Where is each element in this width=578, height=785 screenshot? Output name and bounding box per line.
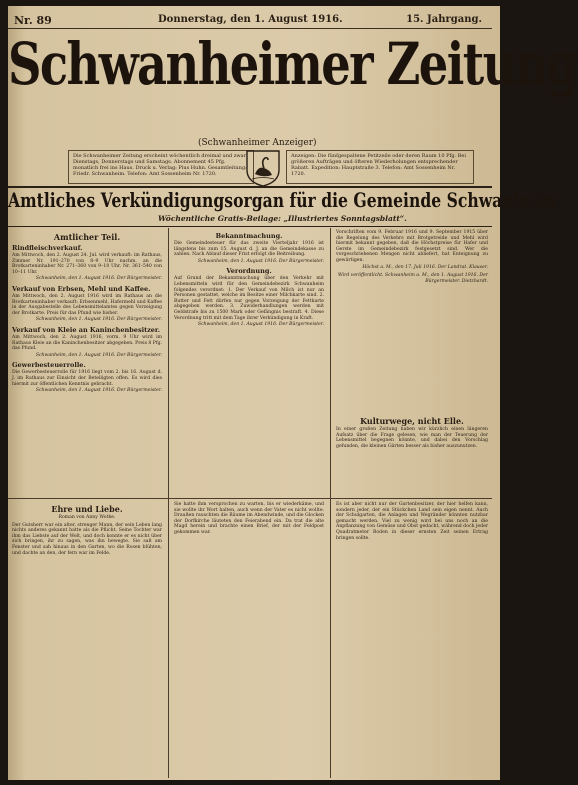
official-section-column [12, 230, 162, 496]
announcement-column [174, 230, 324, 496]
article-heading: Gewerbesteuerrolle. [12, 361, 86, 370]
novel-body: Sie hatte ihm versprochen zu warten, bis er wiederkäme, und sie wollte ihr Wort halten, auch wenn der Vater es nicht wollte. Draußen rauschten die Bäume im Abendwinde, und die Glocken der Dorfkirche läuteten den Feierabend ein. Da trat die alte Magd herein und brachte einen Brief, der mit der Feldpost gekommen war. [174, 502, 324, 535]
publication-notice: Die Schwanheimer Zeitung erscheint wöchentlich dreimal und zwar Dienstags, Donnerstags und Samstags. Abonnement 45 Pfg. monatlich frei ins Haus. Druck u. Verlag: Pius Huhn. Gesamtleitung: Friedr. Schwanheim. Telefon: Amt Sossenheim Nr. 1720. [68, 150, 254, 184]
signature: Schwanheim, den 1. August 1916. Der Bürgermeister. [197, 258, 324, 264]
novel-author: Roman von Anny Wothe. [58, 515, 116, 520]
article-body: Die Gemeindesteuer für das zweite Vierteljahr 1916 ist längstens bis zum 15. August d. J. an die Gemeindekasse zu zahlen. Nach Ablauf dieser Frist erfolgt die Beitreibung. [174, 241, 324, 258]
article-heading: Kulturwege, nicht Elle. [360, 416, 464, 426]
regulation-column [336, 230, 488, 410]
serial-novel-column [12, 502, 162, 776]
signature: Schwanheim, den 1. August 1916. Der Bürgermeister. [35, 352, 162, 358]
signature: Schwanheim, den 1. August 1916. Der Bürgermeister. [35, 388, 162, 394]
feature-article-continued [336, 502, 488, 776]
signature: Wird veröffentlicht. Schwanheim a. M., den 1. August 1916. Der Bürgermeister. Dietzhardt. [338, 273, 488, 284]
section-rule [8, 226, 492, 227]
issue-number: Nr. 89 [14, 14, 52, 27]
article-body: Vorschriften vom 9. Februar 1916 und 9. September 1915 über die Regelung des Verkehrs mit Brotgetreide und Mehl wird hiermit bekannt gegeben, daß die Höchstpreise für Hafer und Gerste im Gemeindebezirk festgesetzt sind. Wer die vorgeschriebenen Mengen nicht abliefert, hat Enteignung zu gewärtigen. [336, 230, 488, 263]
signature: Schwanheim, den 1. August 1916. Der Bürgermeister. [35, 276, 162, 282]
column-divider [168, 228, 169, 778]
article-heading: Verkauf von Kleie an Kaninchenbesitzer. [12, 325, 160, 334]
supplement-line: Wöchentliche Gratis-Beilage: „Illustriertes Sonntagsblatt“. [158, 214, 407, 223]
advertising-notice: Anzeigen: Die fünfgespaltene Petitzeile oder deren Raum 10 Pfg. Bei größeren Aufträgen und öfteren Wiederholungen entsprechender Rabatt. Expedition: Hauptstraße 3. Telefon: Amt Sossenheim Nr. 1720. [286, 150, 474, 184]
swan-crest-icon [244, 148, 282, 188]
article-body: In einer großen Zeitung haben wir kürzlich einen längeren Aufsatz über die Frage gelesen, wie man der Teuerung der Lebensmittel begegnen könnte, und dabei den Vorschlag gefunden, die kleinen Gärten besser als bisher auszunutzen. [336, 427, 488, 449]
signature: Höchst a. M., den 17. Juli 1916. Der Landrat. Klauser. [362, 264, 488, 270]
volume-year: 15. Jahrgang. [406, 14, 482, 25]
header-rule [8, 28, 492, 29]
signature: Schwanheim, den 1. August 1916. Der Bürgermeister. [197, 322, 324, 328]
column-divider [330, 228, 331, 778]
article-body: Am Mittwoch, den 2. August 1916, vorm. 9 Uhr wird im Rathaus Kleie an die Kaninchenbesitzer abgegeben. Preis 8 Pfg. das Pfund. [12, 334, 162, 352]
article-body: Am Mittwoch, den 2. August 24. Jul. wird verkauft: im Rathaus, Zimmer Nr. 191–270 von 8–9 Uhr nachm. an die Brotkarteninhaber Nr. 271–360 von 9–10 Uhr, Nr. 361–540 von 10–11 Uhr. [12, 253, 162, 275]
masthead-subtitle: (Schwanheimer Anzeiger) [198, 138, 317, 148]
signature: Schwanheim, den 1. August 1916. Der Bürgermeister. [35, 317, 162, 323]
article-heading: Rindfleischverkauf. [12, 244, 83, 252]
article-heading: Bekanntmachung. [215, 232, 283, 240]
article-body: Auf Grund der Bekanntmachung über den Verkehr mit Lebensmitteln wird für den Gemeindebezirk Schwanheim folgendes verordnet: 1. Der Verkauf von Milch ist nur an Personen gestattet, welche im Besitze einer Milchkarte sind. 2. Butter und Fett dürfen nur gegen Vorzeigung der Fettkarte abgegeben werden. 3. Zuwiderhandlungen werden mit Geldstrafe bis zu 1500 Mark oder Gefängnis bestraft. 4. Diese Verordnung tritt mit dem Tage ihrer Verkündigung in Kraft. [174, 276, 324, 321]
feuilleton-rule [8, 498, 492, 499]
masthead-title: Schwanheimer Zeitung [8, 30, 578, 98]
article-body: Die Gewerbesteuerrolle für 1916 liegt vom 2. bis 16. August d. J. im Rathaus zur Einsicht der Beteiligten offen. Es wird dies hiermit zur öffentlichen Kenntnis gebracht. [12, 370, 162, 387]
serial-novel-continued [174, 502, 324, 776]
issue-date: Donnerstag, den 1. August 1916. [158, 14, 343, 25]
novel-title: Ehre und Liebe. [51, 504, 123, 514]
newspaper-page [8, 6, 578, 780]
article-heading: Verordnung. [226, 267, 272, 276]
article-body: Es ist aber nicht nur der Gartenbesitzer, der hier helfen kann, sondern jeder, der ein Stückchen Land sein eigen nennt. Auch der Schulgarten, die Anlagen und Wegränder könnten nutzbar gemacht werden. Viel zu wenig wird bei uns noch an die Anpflanzung von Gemüse und Obst gedacht, während doch jeder Quadratmeter Boden in dieser ernsten Zeit seinen Ertrag bringen sollte. [336, 502, 488, 541]
section-heading: Amtlicher Teil. [53, 232, 121, 242]
article-body: Am Mittwoch, den 2. August 1916 wird im Rathaus an die Brotkarteninhaber verkauft: Erbsenmehl, Hafermehl und Kaffee in der Ausgabestelle des Lebensmittelamtes gegen Vorzeigung der Brotkarte. Preis für das Pfund wie bisher. [12, 293, 162, 316]
novel-body: Der Gutsherr war ein alter, strenger Mann, der sein Leben lang nichts anderes gekannt hatte als die Pflicht. Seine Tochter war ihm das Liebste auf der Welt, und doch konnte er es nicht über sich bringen, ihr zu sagen, was ihn bewegte. Sie saß am Fenster und sah hinaus in den Garten, wo die Rosen blühten, und dachte an den, der fern war im Felde. [12, 522, 162, 556]
feature-article [336, 414, 488, 496]
official-organ-title: Amtliches Verkündigungsorgan für die Gemeinde Schwanheim [8, 188, 558, 212]
article-heading: Verkauf von Erbsen, Mehl und Kaffee. [12, 284, 151, 293]
